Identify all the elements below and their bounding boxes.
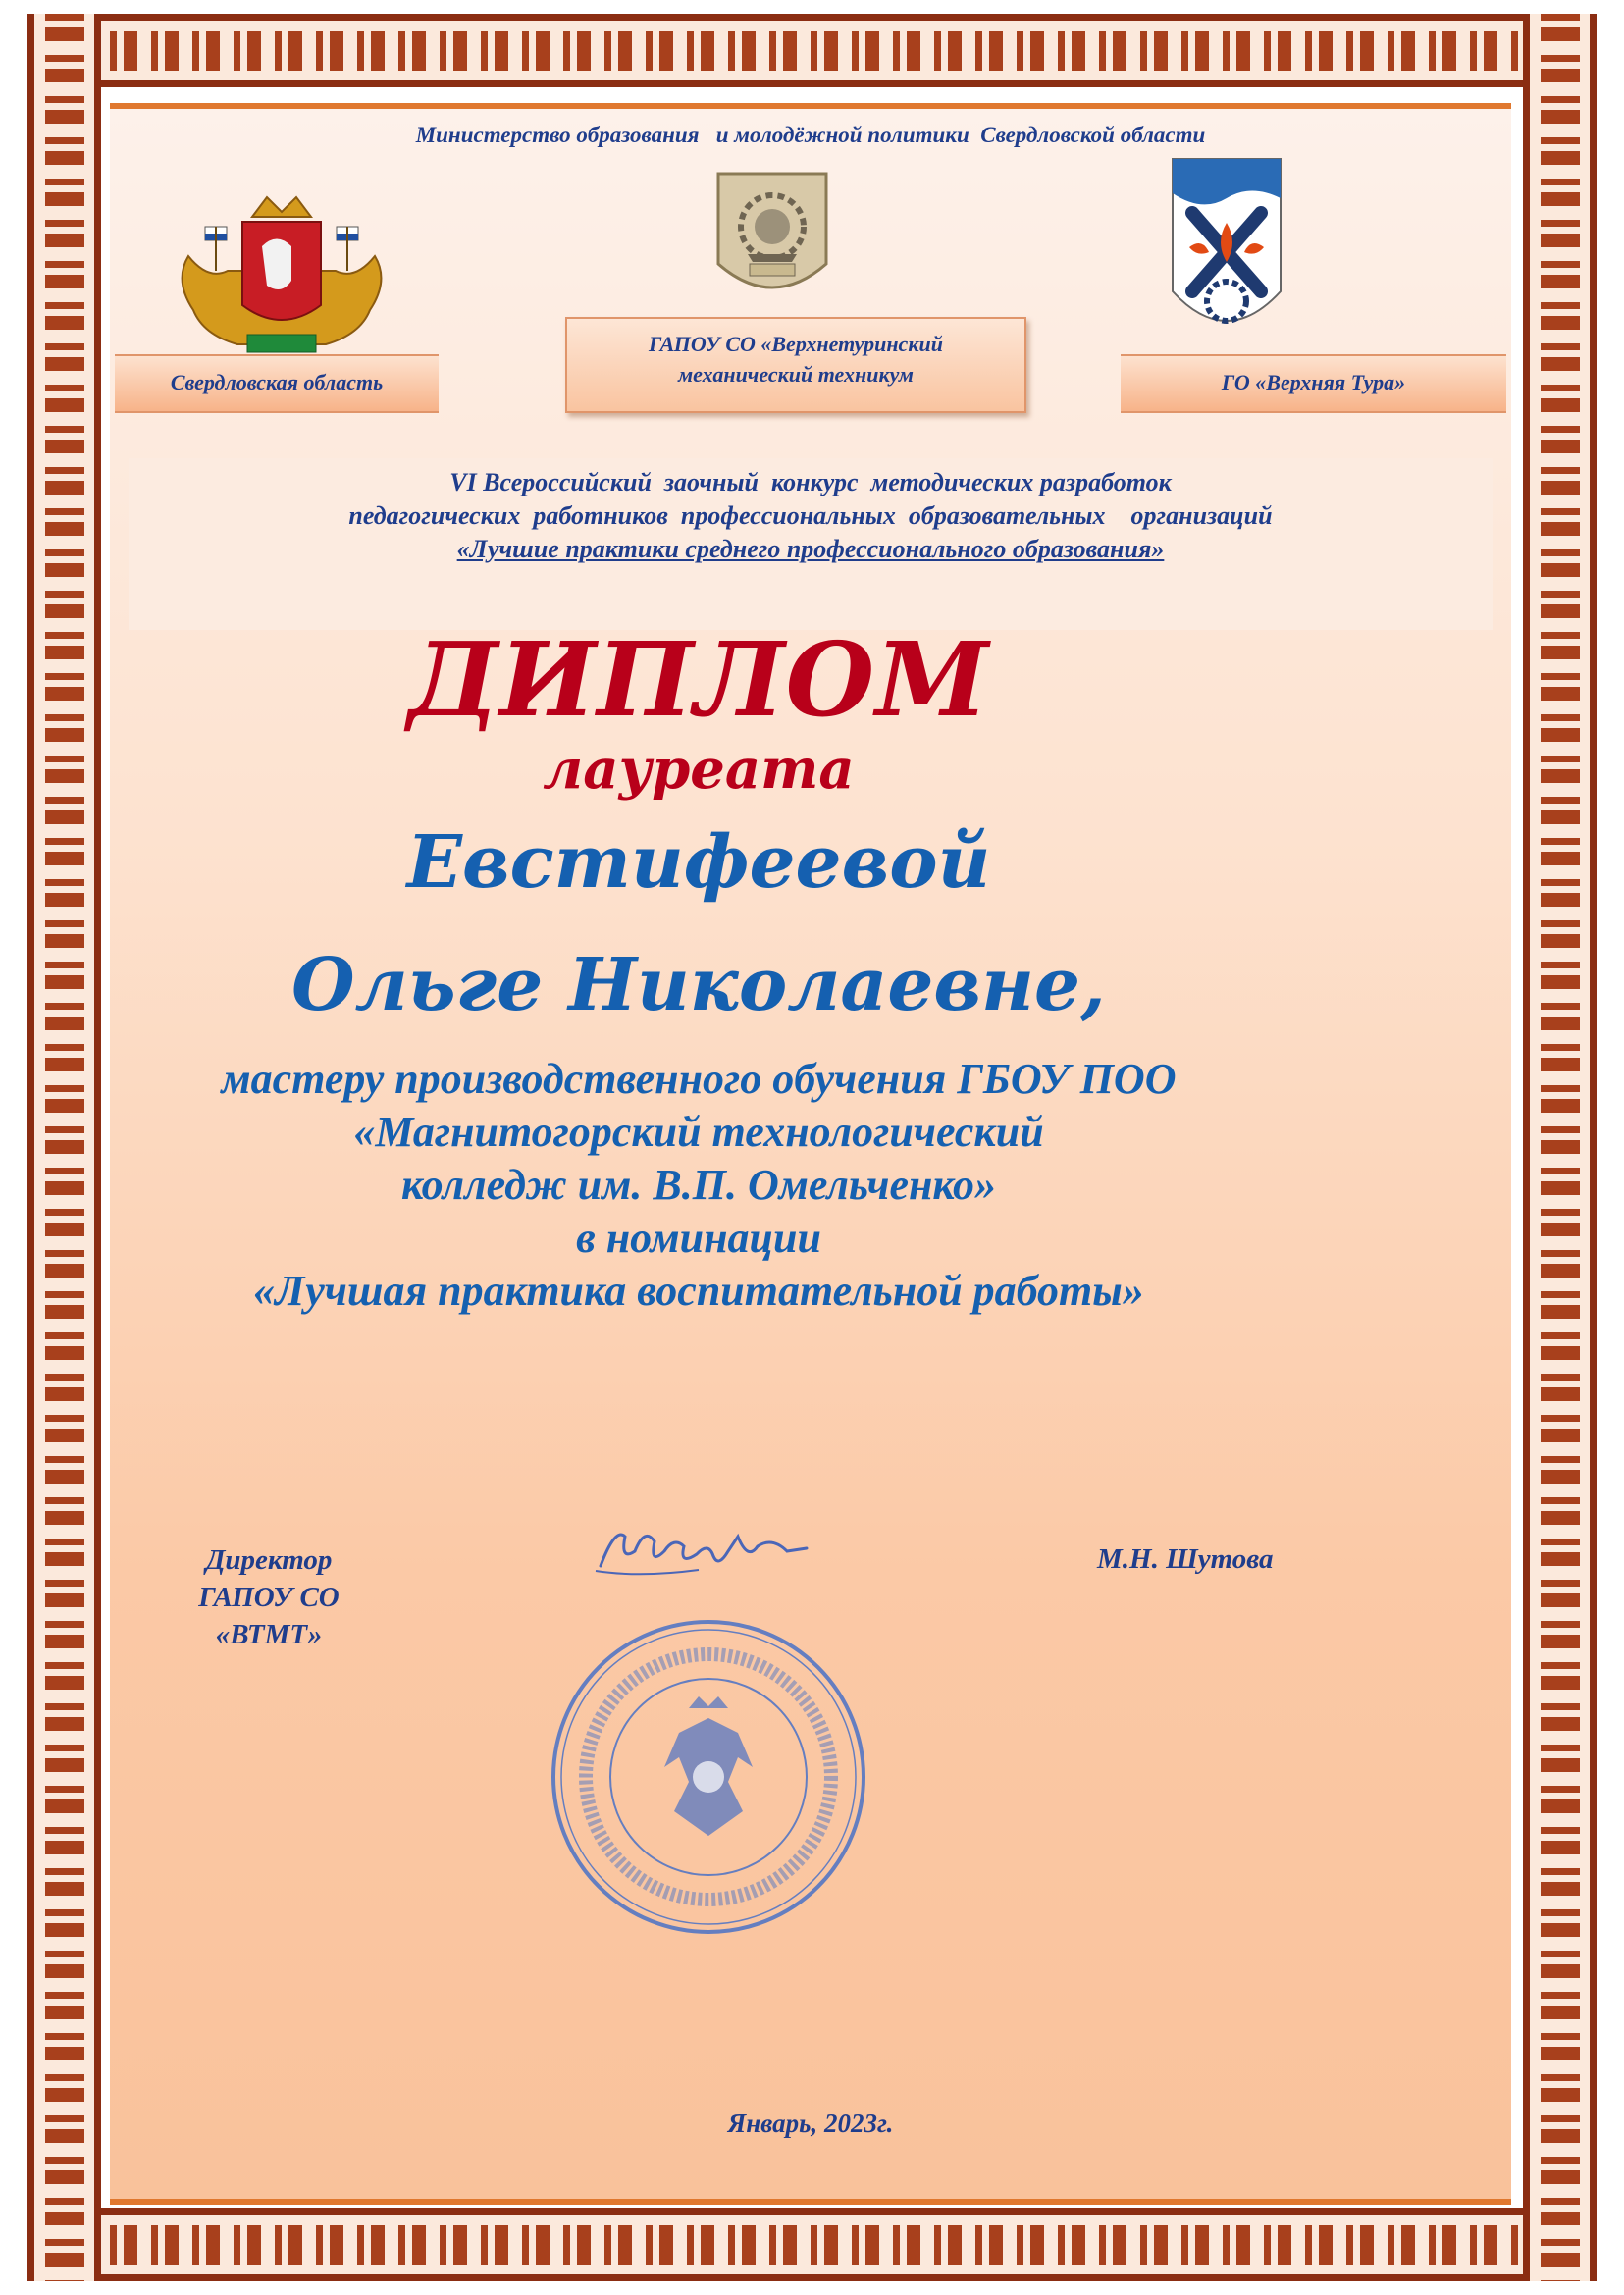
vtmt-logo-icon (708, 166, 836, 313)
contest-line3: «Лучшие практики среднего профессионального образования» (456, 535, 1165, 563)
handwritten-signature-icon (581, 1507, 826, 1581)
institution-line2: механический техникум (678, 362, 914, 387)
institution-box (565, 317, 1026, 413)
region-label: Свердловская область (170, 370, 384, 394)
official-seal-icon (542, 1610, 875, 1944)
signatory-role-line3: «ВТМТ» (215, 1619, 323, 1650)
signatory-role-line1: Директор (205, 1544, 333, 1576)
signatory-role (181, 1541, 357, 1653)
issue-date: Январь, 2023г. (727, 2109, 894, 2138)
sverdlovsk-coat-of-arms-icon (169, 187, 394, 364)
ministry-heading: Министерство образования и молодёжной политики Свердловской области (415, 123, 1206, 147)
meander-border-right (1523, 14, 1597, 2281)
signatory-role-line2: ГАПОУ СО (198, 1582, 340, 1613)
awardee-college-line1: «Магнитогорский технологический (353, 1108, 1044, 1156)
diploma-title: ДИПЛОМ (407, 619, 990, 740)
region-band (115, 354, 439, 413)
nomination-name: «Лучшая практика воспитательной работы» (253, 1267, 1144, 1315)
meander-border-left (27, 14, 101, 2281)
signatory-name: М.Н. Шутова (1097, 1543, 1274, 1575)
verkhnyaya-tura-coat-of-arms-icon (1168, 154, 1285, 350)
meander-border-top (27, 14, 1597, 87)
contest-title-box (129, 458, 1493, 630)
diploma-subtitle: лауреата (543, 737, 855, 802)
contest-line2: педагогических работников профессиональных образовательных организаций (348, 501, 1273, 530)
contest-line1: VI Всероссийский заочный конкурс методических разработок (449, 468, 1172, 496)
institution-line1: ГАПОУ СО «Верхнетуринский (649, 332, 943, 356)
meander-border-bottom (27, 2208, 1597, 2281)
city-label: ГО «Верхняя Тура» (1221, 370, 1406, 394)
awardee-surname: Евстифеевой (406, 820, 991, 905)
diploma-sheet (110, 103, 1511, 2205)
awardee-given-names: Ольге Николаевне, (291, 943, 1106, 1027)
awardee-college-line2: колледж им. В.П. Омельченко» (400, 1161, 997, 1209)
nomination-intro: в номинации (576, 1214, 821, 1262)
awardee-position: мастеру производственного обучения ГБОУ ПОО (221, 1055, 1177, 1103)
city-band (1121, 354, 1506, 413)
